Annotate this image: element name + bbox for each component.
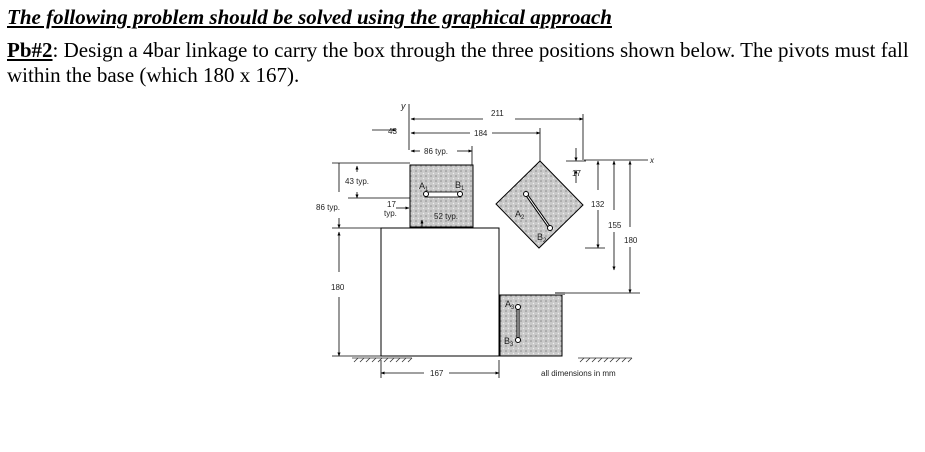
dim-132: 132 [591, 200, 605, 209]
dim-43-typ: 43 typ. [345, 177, 370, 186]
base-block [381, 228, 499, 356]
problem-text: : Design a 4bar linkage to carry the box through the three positions shown below. The pivots must fall within the base (which 180 x 167). [7, 38, 909, 87]
dim-52-typ: 52 typ. [434, 212, 459, 221]
dim-184: 184 [474, 129, 488, 138]
pivot-b3 [516, 338, 521, 343]
dim-180-left: 180 [331, 283, 345, 292]
dim-86-typ-top: 86 typ. [424, 147, 449, 156]
label-a3: $A_3$ [505, 299, 515, 311]
dim-43: 43 [388, 127, 397, 136]
ground-hatch-left [352, 358, 412, 362]
x-axis-label: x [650, 156, 654, 165]
label-b2: $B_2$ [537, 232, 547, 244]
label-a2: $A_2$ [515, 209, 525, 221]
pivot-b2 [548, 226, 553, 231]
label-b1: $B_1$ [455, 180, 465, 192]
pivot-b1 [458, 192, 463, 197]
dim-86-typ-left: 86 typ. [316, 203, 341, 212]
ground-hatch-right [578, 358, 632, 362]
problem-label: Pb#2 [7, 38, 53, 62]
pivot-a2 [524, 192, 529, 197]
dim-211: 211 [491, 109, 504, 118]
dim-155: 155 [608, 221, 622, 230]
coupler-1 [425, 192, 461, 197]
units-note: all dimensions in mm [541, 369, 616, 378]
problem-heading: The following problem should be solved using the graphical approach [7, 5, 612, 29]
dim-17-typ: 17 [387, 200, 396, 209]
label-a1: $A_1$ [419, 181, 429, 193]
dim-167: 167 [430, 369, 444, 378]
dim-17-top: 17 [572, 169, 581, 178]
y-axis-label: y [401, 101, 406, 111]
dim-180-right: 180 [624, 236, 638, 245]
label-b3: $B_3$ [504, 336, 514, 348]
dim-17-typ-b: typ. [384, 209, 397, 218]
pivot-a3 [516, 305, 521, 310]
